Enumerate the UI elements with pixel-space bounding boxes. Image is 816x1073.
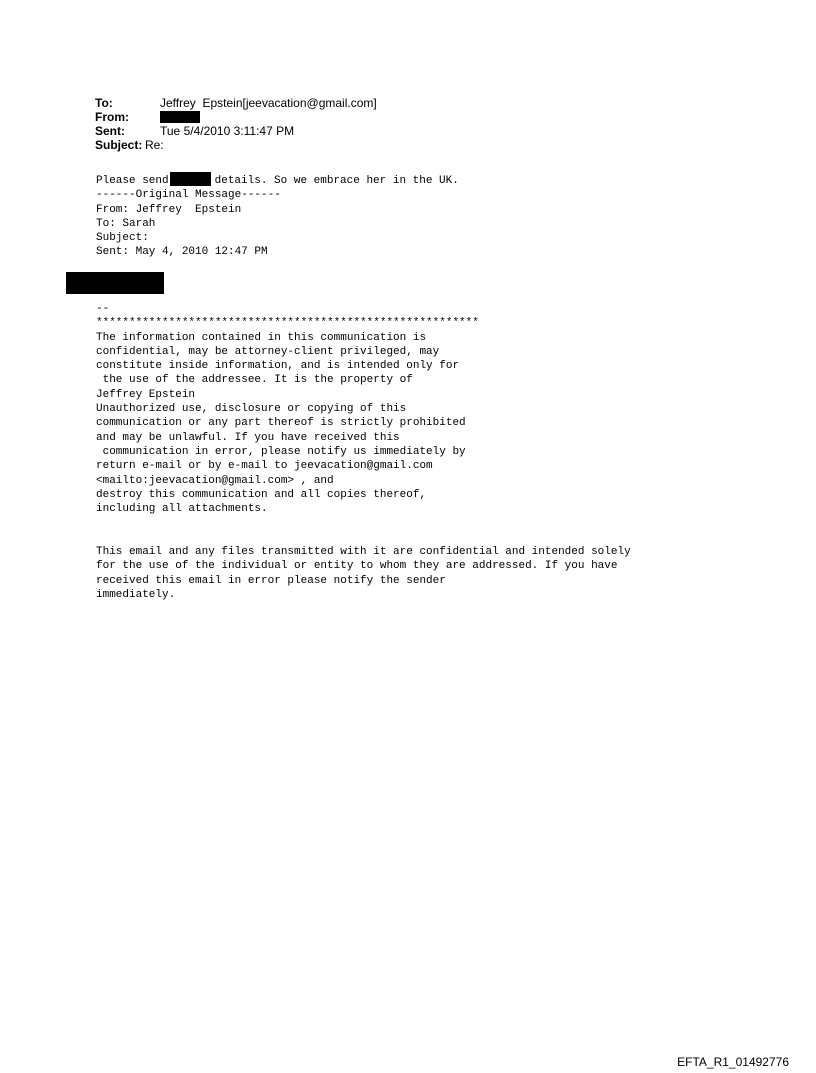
message-line-1	[96, 172, 459, 188]
email-footer-notice: This email and any files transmitted with it are confidential and intended solely for the use of the individual or entity to whom they are addressed. If you have received this email in error please notify the sender immediately.	[96, 546, 631, 601]
message-text-before: Please send	[96, 175, 169, 187]
inline-redaction	[170, 172, 211, 186]
message-body	[96, 172, 459, 260]
original-to: To: Sarah	[96, 217, 156, 230]
subject-value: Re:	[145, 138, 164, 152]
original-message-header: ------Original Message------	[96, 189, 281, 202]
to-value: Jeffrey Epstein[jeevacation@gmail.com]	[160, 96, 377, 110]
sent-value: Tue 5/4/2010 3:11:47 PM	[160, 124, 295, 138]
from-label: From:	[95, 110, 129, 124]
to-label: To:	[95, 96, 113, 110]
message-text-after: details. So we embrace her in the UK.	[214, 175, 459, 187]
subject-label: Subject:	[95, 138, 143, 152]
document-id: EFTA_R1_01492776	[677, 1055, 789, 1069]
sent-row	[95, 124, 377, 138]
sent-label: Sent:	[95, 124, 125, 138]
confidentiality-disclaimer: -- ********************************************************** The information contained in this communication is confidential, may be attorney-client privileged, may constitute inside information, and is intended only for the use of the addressee. It is the property of Jeffrey Epstein Unauthorized use, disclosure or copying of this communication or any part thereof is strictly prohibited and may be unlawful. If you have received this communication in error, please notify us immediately by return e-mail or by e-mail to jeevacation@gmail.com <mailto:jeevacation@gmail.com> , and destroy this communication and all copies thereof, including all attachments.	[96, 303, 479, 516]
to-row	[95, 96, 377, 110]
original-subject: Subject:	[96, 232, 149, 245]
block-redaction	[66, 272, 164, 294]
subject-row	[95, 138, 377, 152]
original-sent: Sent: May 4, 2010 12:47 PM	[96, 246, 268, 259]
from-redaction	[160, 111, 200, 123]
from-row	[95, 110, 377, 124]
original-from: From: Jeffrey Epstein	[96, 203, 242, 216]
email-header	[95, 96, 377, 152]
